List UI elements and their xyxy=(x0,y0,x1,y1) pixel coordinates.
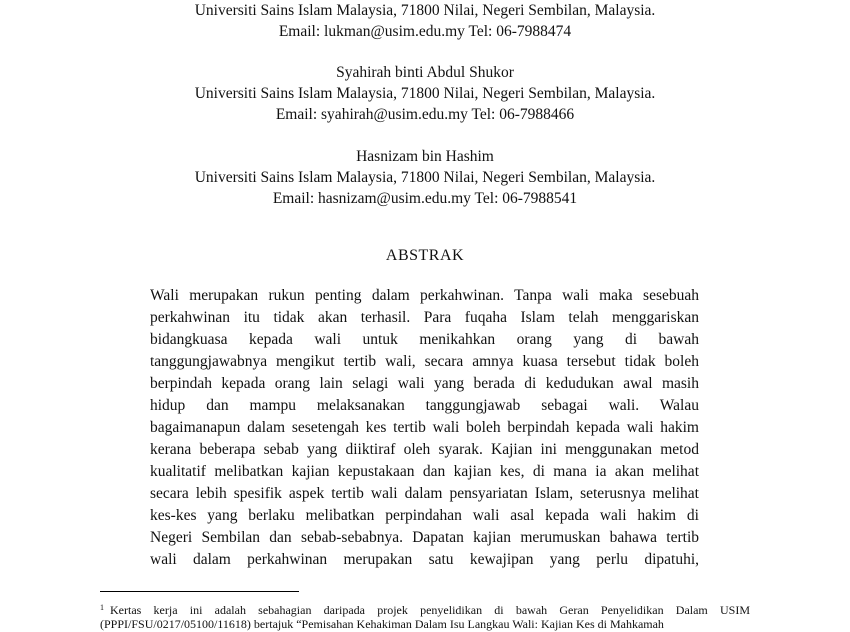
footnote-text: Kertas kerja ini adalah sebahagian daripada projek penyelidikan di bawah Geran Penyelidikan Dalam USIM xyxy=(110,603,750,617)
author-name: Syahirah binti Abdul Shukor xyxy=(336,64,514,81)
abstract-line: kerana beberapa sebab yang diiktiraf oleh syarak. Kajian ini menggunakan metod xyxy=(150,441,699,458)
footnote xyxy=(100,600,750,632)
abstract-line: bagaimanapun dalam sesetengah kes tertib wali boleh berpindah kepada wali hakim xyxy=(150,419,699,436)
author-block-2 xyxy=(0,62,850,125)
abstract-heading: ABSTRAK xyxy=(385,247,465,264)
abstract-line: kes-kes yang berlaku melibatkan perpindahan wali asal kepada wali hakim di xyxy=(150,507,699,524)
author-affiliation: Universiti Sains Islam Malaysia, 71800 Nilai, Negeri Sembilan, Malaysia. xyxy=(194,85,656,102)
abstract-line: bidangkuasa kepada wali untuk menikahkan orang yang di bawah xyxy=(150,331,699,348)
abstract-line: Wali merupakan rukun penting dalam perkahwinan. Tanpa wali maka sesebuah xyxy=(150,287,699,304)
author-contact: Email: lukman@usim.edu.my Tel: 06-7988474 xyxy=(278,23,572,40)
abstract-line: wali dalam perkahwinan merupakan satu kewajipan yang perlu dipatuhi, xyxy=(150,551,699,568)
author-contact: Email: hasnizam@usim.edu.my Tel: 06-7988541 xyxy=(272,190,578,207)
abstract-line: secara lebih spesifik aspek tertib wali dalam pensyariatan Islam, seterusnya melihat xyxy=(150,485,699,502)
abstract-line: tanggungjawabnya mengikut tertib wali, secara amnya kuasa tersebut tidak boleh xyxy=(150,353,699,370)
abstract-line: perkahwinan itu tidak akan terhasil. Para fuqaha Islam telah menggariskan xyxy=(150,309,699,326)
abstract-line: berpindah kepada orang lain selagi wali yang berada di kedudukan awal masih xyxy=(150,375,699,392)
abstract-line: kualitatif melibatkan kajian kepustakaan dan kajian kes, di mana ia akan melihat xyxy=(150,463,699,480)
abstract-line: hidup dan mampu melaksanakan tanggungjawab sebagai wali. Walau xyxy=(150,397,699,414)
abstract-body xyxy=(150,285,699,571)
author-affiliation: Universiti Sains Islam Malaysia, 71800 Nilai, Negeri Sembilan, Malaysia. xyxy=(194,2,656,19)
abstract-line: Negeri Sembilan dan sebab-sebabnya. Dapatan kajian merumuskan bahawa tertib xyxy=(150,529,699,546)
author-block-1 xyxy=(0,0,850,42)
author-contact: Email: syahirah@usim.edu.my Tel: 06-7988466 xyxy=(275,106,575,123)
footnote-divider xyxy=(100,591,299,592)
footnote-marker: 1 xyxy=(100,603,104,612)
author-name: Hasnizam bin Hashim xyxy=(356,148,494,165)
author-block-3 xyxy=(0,146,850,209)
footnote-line: (PPPI/FSU/0217/05100/11618) bertajuk “Pemisahan Kehakiman Dalam Isu Langkau Wali: Kajian Kes di Mahkamah xyxy=(100,617,664,631)
footnote-line xyxy=(100,600,750,616)
author-affiliation: Universiti Sains Islam Malaysia, 71800 Nilai, Negeri Sembilan, Malaysia. xyxy=(194,169,656,186)
